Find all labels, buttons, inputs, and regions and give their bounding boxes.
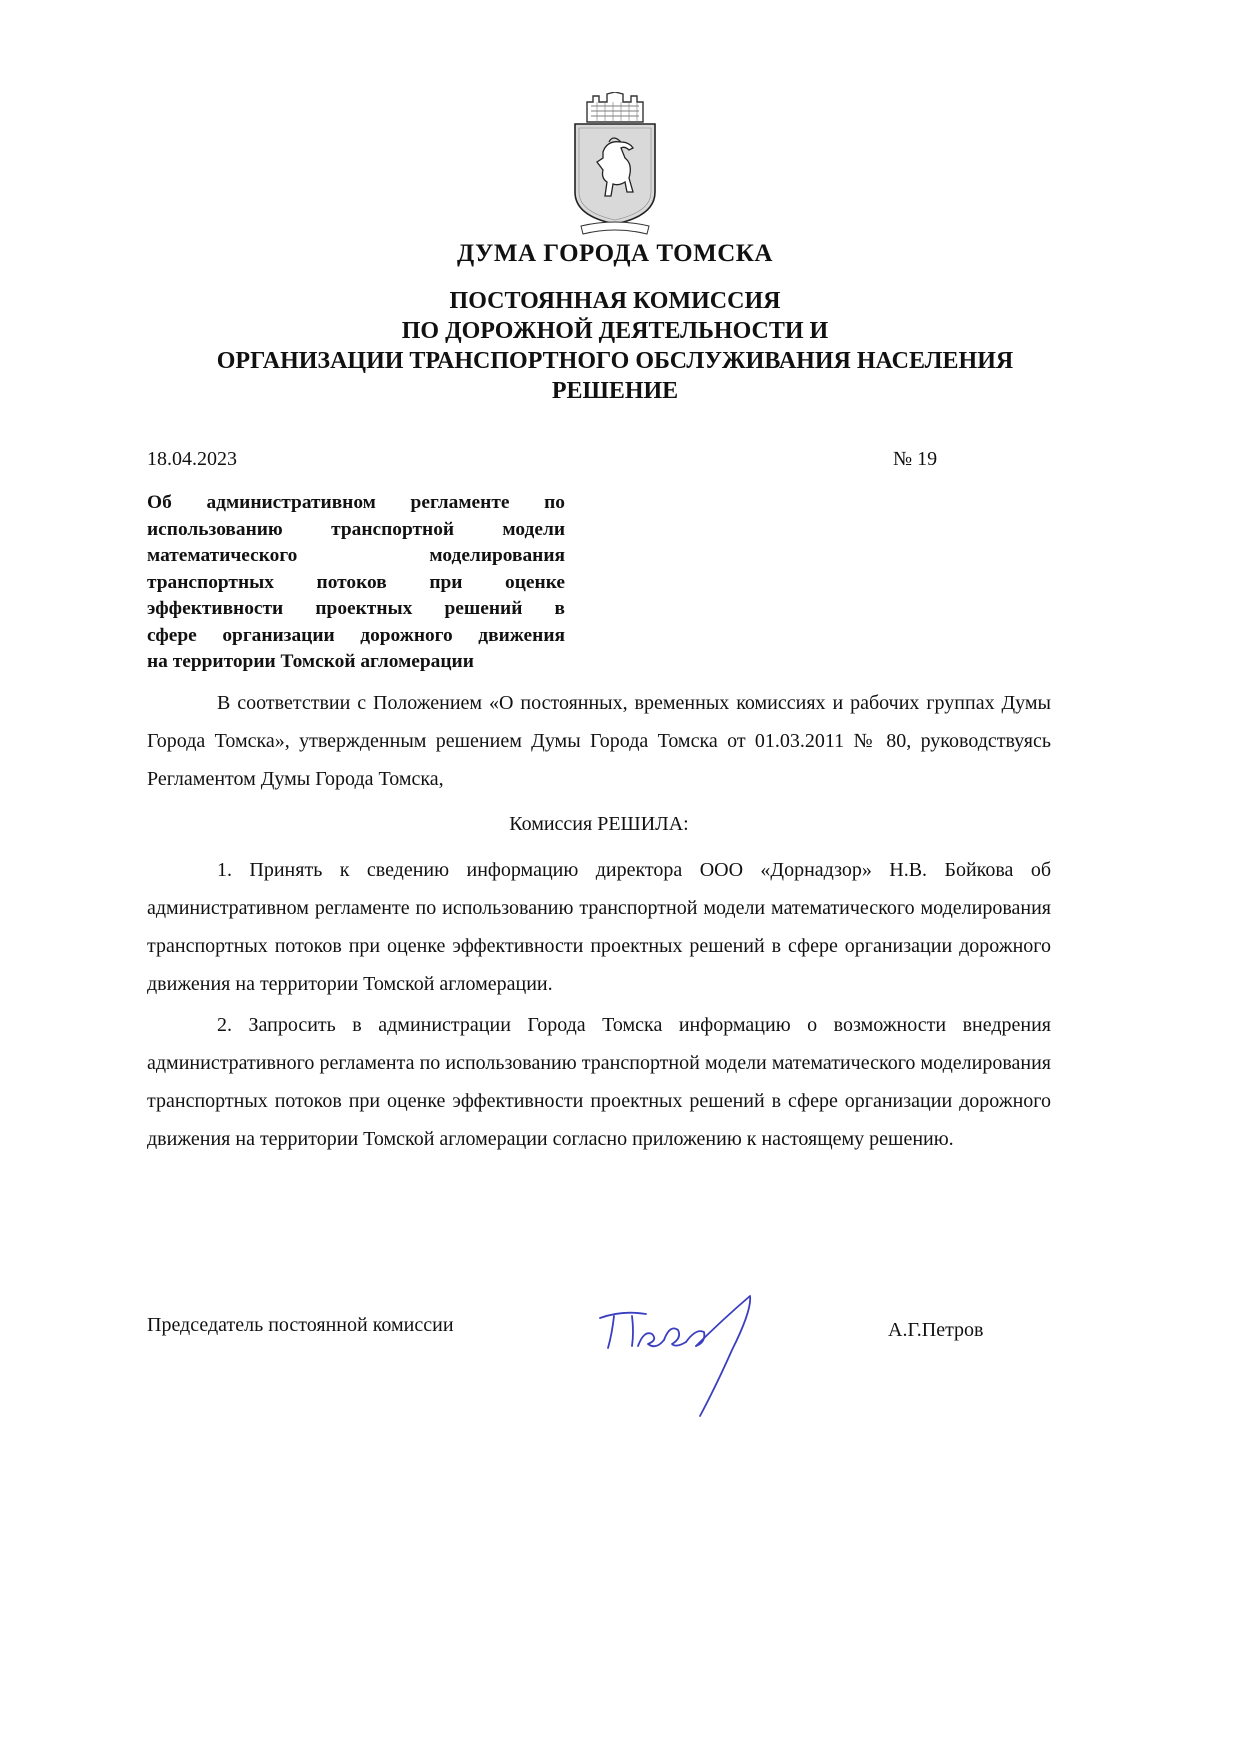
signatory-position: Председатель постоянной комиссии <box>147 1314 454 1336</box>
subject-line: на территории Томской агломерации <box>147 651 474 672</box>
commission-title-line-2: ПО ДОРОЖНОЙ ДЕЯТЕЛЬНОСТИ И <box>401 318 829 344</box>
resolution-item-2: 2. Запросить в администрации Города Томска информацию о возможности внедрения административного регламента по использованию транспортной модели математического моделирования транспортных потоков при оценке эффективности проектных решений в сфере организации дорожного движения на территории Томской агломерации согласно приложению к настоящему решению. <box>147 1014 1051 1150</box>
decision-date: 18.04.2023 <box>147 448 237 470</box>
commission-title-line-3: ОРГАНИЗАЦИИ ТРАНСПОРТНОГО ОБСЛУЖИВАНИЯ НАСЕЛЕНИЯ <box>216 348 1014 374</box>
document-type: РЕШЕНИЕ <box>551 378 679 404</box>
signatory-name: А.Г.Петров <box>888 1319 984 1341</box>
commission-title-line-1: ПОСТОЯННАЯ КОМИССИЯ <box>449 288 781 314</box>
subject-line: эффективности проектных решений в <box>147 598 565 619</box>
resolution-item-1: 1. Принять к сведению информацию директора ООО «Дорнадзор» Н.В. Бойкова об административном регламенте по использованию транспортной модели математического моделирования транспортных потоков при оценке эффективности проектных решений в сфере организации дорожного движения на территории Томской агломерации. <box>147 859 1051 995</box>
decision-subject <box>147 490 565 676</box>
council-title: ДУМА ГОРОДА ТОМСКА <box>457 240 773 267</box>
coat-of-arms-icon <box>567 92 663 238</box>
subject-line: Об административном регламенте по <box>147 492 565 513</box>
decision-number: № 19 <box>893 448 938 470</box>
handwritten-signature <box>592 1290 772 1422</box>
subject-line: математического моделирования <box>147 545 565 566</box>
subject-line: использованию транспортной модели <box>147 518 565 540</box>
resolution-heading: Комиссия РЕШИЛА: <box>509 813 689 835</box>
subject-line: сфере организации дорожного движения <box>147 624 565 646</box>
subject-line: транспортных потоков при оценке <box>147 571 565 593</box>
preamble-paragraph: В соответствии с Положением «О постоянных, временных комиссиях и рабочих группах Думы Города Томска», утвержденным решением Думы Города Томска от 01.03.2011 № 80, руководствуясь Регламентом Думы Города Томска, <box>147 692 1051 790</box>
